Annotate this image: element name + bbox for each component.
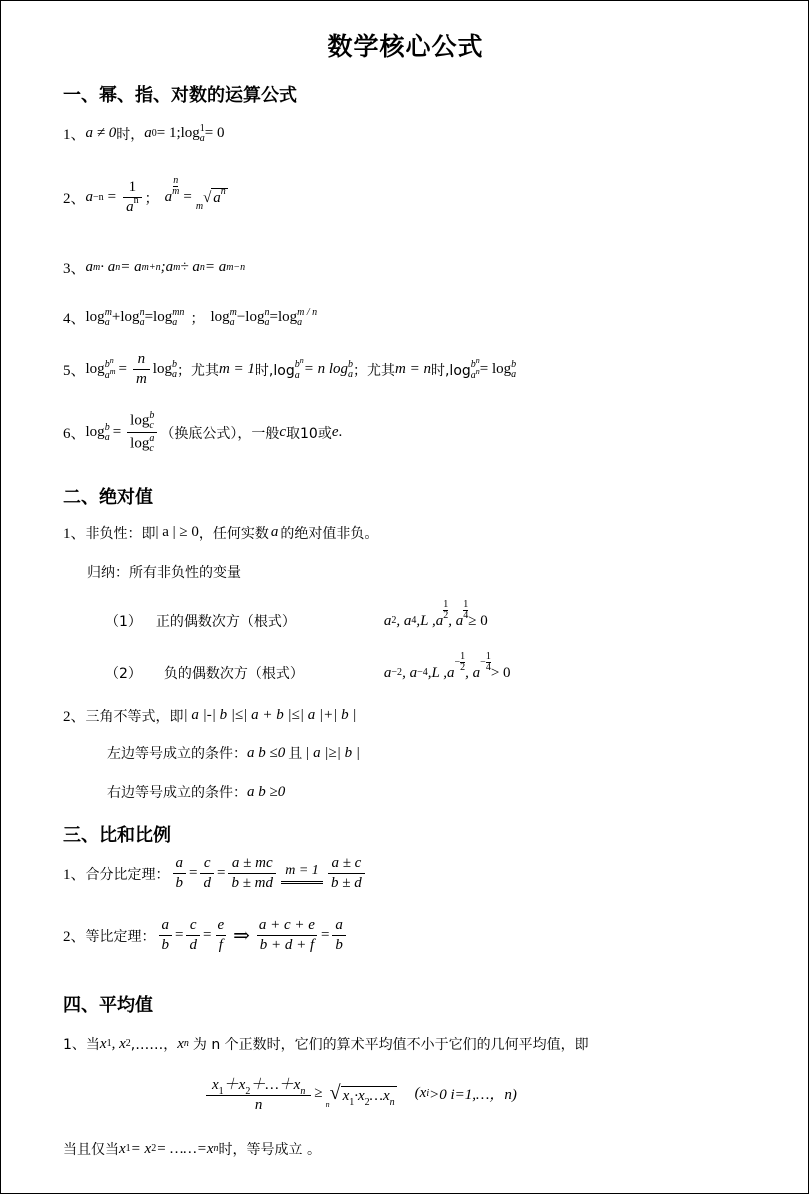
section-heading-ratio: 三、比和比例	[63, 825, 171, 846]
ratio-line-1: 1、 合分比定理： $\frac{a}{b}$ = $\frac{c}{d}$ = $\frac{a \pm mc}{b \pm md}$ m = 1 $\frac{a \pm c}{b \pm d}$	[63, 855, 368, 892]
abs-item-1: （1） 正的偶数次方（根式） a 2 , a 4 ,L ,a 1 2 , a $\frac{1}{4}$ ≥ 0	[105, 598, 488, 630]
equivalence-arrow: m = 1	[281, 863, 323, 884]
formula-4: 4、 log m a +log n a =log mn a ； log m a −log n a =log m / n a	[63, 306, 318, 328]
fraction: log b c log a c	[127, 411, 157, 454]
formula-2: 2、 a −n = $\frac{1}{a^n}$ ； a $\frac{n}{m}$ = m √ $a^n$	[63, 175, 226, 215]
formula-1: 1、 a ≠ 0 时， a 0 = 1;log 1 a = 0	[63, 122, 225, 144]
abs-line-2: 2、 三角不等式，即 | a |-| b |≤| a + b |≤| a |+| b |	[63, 707, 357, 725]
ratio-line-2: 2、 等比定理： $\frac{a}{b}$ = $\frac{c}{d}$ = $\frac{e}{f}$ ⇒ $\frac{a + c + e}{b + d + f}$ = $\frac{a}{b}$	[63, 917, 349, 954]
abs-line-1: 1、 非负性：即 | a | ≥ 0 ，任何实数 a 的绝对值非负。	[63, 524, 379, 542]
formula-6: 6、 log b a = log b c log a c （换底公式），一般 c 取10或 e .	[63, 410, 343, 454]
nth-root: m √ $a^n$	[195, 186, 226, 212]
abs-right-condition: 右边等号成立的条件： a b ≥0	[107, 783, 286, 801]
mean-equality-condition: 当且仅当 x 1 = x 2 = ……=x n 时，等号成立 。	[63, 1140, 321, 1158]
abs-summary: 归纳：所有非负性的变量	[87, 565, 241, 581]
formula-3: 3、 a m · a n = a m+n ;a m ÷ a n = a m−n	[63, 259, 246, 277]
mean-line-1: 1、当 x 1 , x 2 ,……， x n 为 n 个正数时，它们的算术平均值不小于它们的几何平均值，即	[63, 1035, 589, 1053]
fraction: $\frac{1}{a^n}$	[123, 179, 142, 216]
mean-inequality: $\frac{x_1+x_2+\dots+x_n}{n}$ ≥ n √ $x_1\cdot x_2\dots x_n$ (x i >0 i=1,…，n)	[206, 1073, 517, 1114]
section-heading-absolute-value: 二、绝对值	[63, 487, 153, 508]
abs-left-condition: 左边等号成立的条件： a b ≤0 且 | a |≥| b |	[107, 744, 360, 762]
section-heading-powers-logs: 一、幂、指、对数的运算公式	[63, 85, 297, 106]
abs-item-2: （2） 负的偶数次方（根式） a −2 , a −4 ,L ,a − $\frac{1}{2}$ , a − $\frac{1}{4}$ > 0	[105, 650, 511, 682]
fraction: $\frac{n}{m}$	[133, 351, 150, 388]
section-heading-mean: 四、平均值	[63, 995, 153, 1016]
formula-5: 5、 log $b^n$ $a^m$ = $\frac{n}{m}$ log b a ；尤其 m = 1 时,log $b^n$ a = n log b a ；尤其 m = n 时,log $b^n$ $a^n$ = log b a	[63, 351, 517, 387]
page-title: 数学核心公式	[327, 32, 484, 61]
nth-root: n √ $x_1\cdot x_2\dots x_n$	[325, 1082, 395, 1109]
fraction: $\frac{x_1+x_2+\dots+x_n}{n}$	[209, 1073, 308, 1114]
